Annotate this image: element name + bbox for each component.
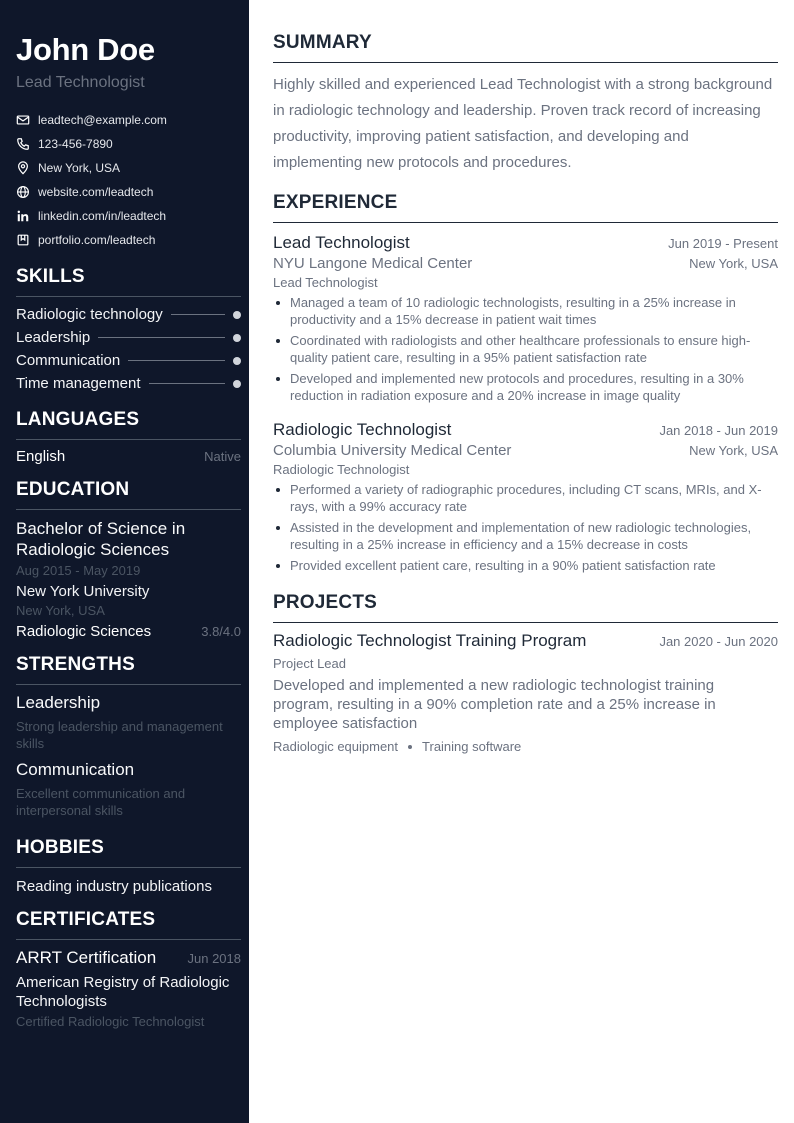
strength-item (16, 760, 241, 819)
languages-heading: LANGUAGES (16, 407, 241, 440)
language-name: English (16, 448, 66, 465)
skill-item (16, 372, 241, 395)
contact-website[interactable] (16, 180, 241, 204)
skill-item (16, 303, 241, 326)
hobbies-section (16, 835, 241, 895)
skill-label: Communication (16, 352, 121, 369)
tag-separator-dot (408, 745, 412, 749)
job-location: New York, USA (689, 256, 778, 271)
job-company: Columbia University Medical Center (273, 442, 512, 459)
skill-item (16, 349, 241, 372)
job-bullet: Managed a team of 10 radiologic technologists, resulting in a 25% increase in productivity and a 15% decrease in patient wait times (273, 294, 778, 328)
education-degree: Bachelor of Science in Radiologic Sciences (16, 519, 186, 559)
experience-heading: EXPERIENCE (273, 190, 778, 223)
hobby-item: Reading industry publications (16, 878, 212, 895)
job-bullets (273, 481, 778, 574)
contact-website-text: website.com/leadtech (38, 185, 154, 199)
skill-level-dot (233, 311, 241, 319)
education-heading: EDUCATION (16, 477, 241, 510)
strength-description: Strong leadership and management skills (16, 719, 223, 751)
job-bullet: Provided excellent patient care, resulting in a 90% patient satisfaction rate (273, 557, 778, 574)
education-gpa: 3.8/4.0 (201, 624, 241, 639)
job-location: New York, USA (689, 443, 778, 458)
location-pin-icon (16, 161, 30, 175)
candidate-title: Lead Technologist (16, 74, 145, 91)
job-title: Radiologic Technologist (273, 420, 452, 439)
job-dates: Jun 2019 - Present (668, 236, 778, 251)
project-tag: Training software (422, 739, 522, 754)
skill-level-dot (233, 334, 241, 342)
strength-description: Excellent communication and interpersonal skills (16, 786, 186, 818)
contact-linkedin-text: linkedin.com/in/leadtech (38, 209, 167, 223)
contact-portfolio-text: portfolio.com/leadtech (38, 233, 156, 247)
job-role: Lead Technologist (273, 275, 378, 290)
certificates-heading: CERTIFICATES (16, 907, 241, 940)
job-bullet: Developed and implemented new protocols and procedures, resulting in a 30% reduction in radiation exposure and a 20% increase in image quality (273, 370, 778, 404)
linkedin-icon (16, 209, 30, 223)
project-description: Developed and implemented a new radiologic technologist training program, resulting in a 90% completion rate and a 25% increase in employee satisfaction (273, 677, 716, 732)
contact-linkedin[interactable] (16, 204, 241, 228)
skill-divider-line (149, 383, 226, 384)
certificates-section (16, 907, 241, 1029)
project-dates: Jan 2020 - Jun 2020 (659, 634, 778, 649)
skill-level-dot (233, 357, 241, 365)
strength-title: Communication (16, 760, 135, 779)
contact-location (16, 156, 241, 180)
contact-email-text: leadtech@example.com (38, 113, 167, 127)
experience-item (273, 231, 778, 404)
skill-divider-line (171, 314, 225, 315)
sidebar (0, 0, 249, 1123)
strengths-section (16, 652, 241, 819)
portfolio-icon (16, 233, 30, 247)
certificate-date: Jun 2018 (187, 950, 241, 966)
language-level: Native (204, 449, 241, 464)
summary-heading: SUMMARY (273, 30, 778, 63)
project-role: Project Lead (273, 656, 346, 671)
languages-section (16, 407, 241, 465)
skill-divider-line (98, 337, 225, 338)
experience-section (273, 190, 778, 574)
education-dates: Aug 2015 - May 2019 (16, 563, 141, 578)
project-title: Radiologic Technologist Training Program (273, 631, 587, 650)
contact-phone[interactable] (16, 132, 241, 156)
job-role: Radiologic Technologist (273, 462, 410, 477)
job-bullets (273, 294, 778, 404)
contact-portfolio[interactable] (16, 228, 241, 252)
job-bullet: Performed a variety of radiographic procedures, including CT scans, MRIs, and X-rays, with a 99% accuracy rate (273, 481, 778, 515)
contact-phone-text: 123-456-7890 (38, 137, 113, 151)
contact-list (16, 108, 241, 252)
certificate-description: Certified Radiologic Technologist (16, 1014, 205, 1029)
skills-section (16, 264, 241, 395)
skill-item (16, 326, 241, 349)
globe-icon (16, 185, 30, 199)
job-bullet: Coordinated with radiologists and other healthcare professionals to ensure high-quality patient care, resulting in a 95% patient satisfaction rate (273, 332, 778, 366)
strength-item (16, 693, 241, 752)
mail-icon (16, 113, 30, 127)
project-item (273, 631, 778, 754)
projects-heading: PROJECTS (273, 590, 778, 623)
skill-level-dot (233, 380, 241, 388)
education-field: Radiologic Sciences (16, 623, 152, 640)
education-school: New York University (16, 583, 150, 600)
education-section (16, 477, 241, 640)
project-tags (273, 739, 778, 754)
summary-section (273, 30, 778, 176)
job-dates: Jan 2018 - Jun 2019 (659, 423, 778, 438)
summary-text: Highly skilled and experienced Lead Technologist with a strong background in radiologic technology and leadership. Proven track record of increasing productivity, improving patient satisfaction, and developing and implementing new protocols and procedures. (273, 76, 773, 171)
job-bullet: Assisted in the development and implementation of new radiologic technologies, resulting in a 25% increase in efficiency and a 15% decrease in costs (273, 519, 778, 553)
contact-location-text: New York, USA (38, 161, 121, 175)
certificate-name: ARRT Certification (16, 948, 157, 967)
certificate-row (16, 948, 241, 968)
hobbies-heading: HOBBIES (16, 835, 241, 868)
strength-title: Leadership (16, 693, 101, 712)
job-title: Lead Technologist (273, 233, 410, 252)
education-location: New York, USA (16, 603, 105, 618)
skill-label: Radiologic technology (16, 306, 163, 323)
language-item (16, 448, 241, 465)
skill-divider-line (128, 360, 225, 361)
contact-email[interactable] (16, 108, 241, 132)
education-field-row (16, 623, 241, 640)
phone-icon (16, 137, 30, 151)
strengths-heading: STRENGTHS (16, 652, 241, 685)
certificate-issuer: American Registry of Radiologic Technologists (16, 974, 230, 1010)
experience-item (273, 418, 778, 574)
main-content (273, 30, 778, 754)
candidate-name: John Doe (16, 32, 155, 67)
skill-label: Leadership (16, 329, 91, 346)
skill-label: Time management (16, 375, 141, 392)
projects-section (273, 590, 778, 754)
job-company: NYU Langone Medical Center (273, 255, 473, 272)
skills-heading: SKILLS (16, 264, 241, 297)
project-tag: Radiologic equipment (273, 739, 399, 754)
